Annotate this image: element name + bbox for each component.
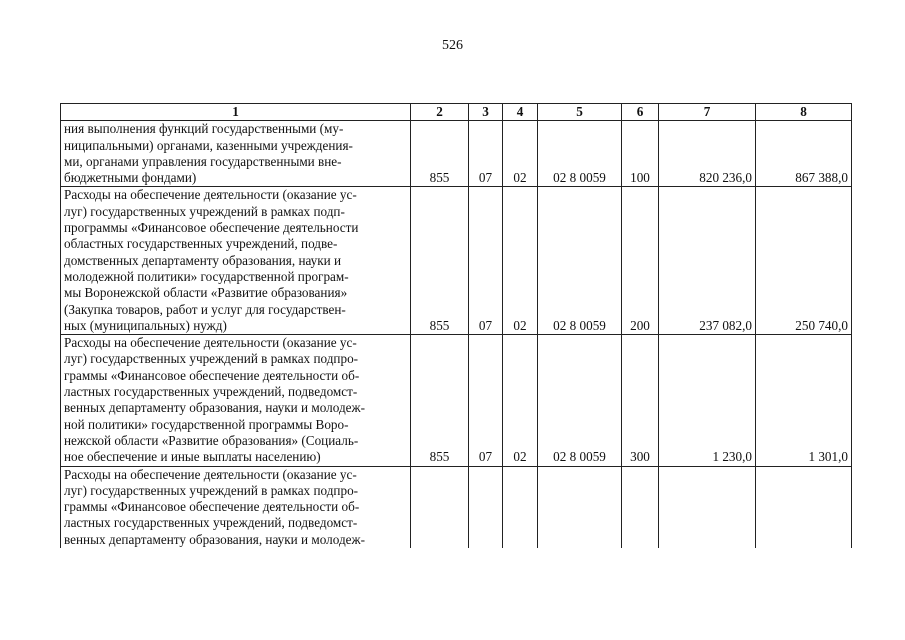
ministry-code: 855 — [411, 335, 469, 466]
target-article-code — [538, 466, 622, 548]
section-code: 07 — [469, 335, 503, 466]
description-line: ластных государственных учреждений, подведомст- — [64, 515, 358, 531]
row-description — [61, 335, 411, 466]
description-line: ное обеспечение и иные выплаты населению) — [64, 449, 321, 465]
row-description — [61, 121, 411, 187]
amount-col8: 250 740,0 — [756, 187, 852, 335]
description-line: Расходы на обеспечение деятельности (оказание ус- — [64, 187, 357, 203]
description-line: ных (муниципальных) нужд) — [64, 317, 227, 333]
header-cell: 8 — [756, 104, 852, 121]
amount-col8: 1 301,0 — [756, 335, 852, 466]
target-article-code: 02 8 0059 — [538, 121, 622, 187]
header-cell: 7 — [659, 104, 756, 121]
amount-col8 — [756, 466, 852, 548]
description-line: луг) государственных учреждений в рамках подпро- — [64, 351, 359, 367]
amount-col8: 867 388,0 — [756, 121, 852, 187]
description-line: программы «Финансовое обеспечение деятельности — [64, 220, 359, 236]
description-line: ластных государственных учреждений, подведомст- — [64, 384, 358, 400]
ministry-code: 855 — [411, 121, 469, 187]
section-code: 07 — [469, 121, 503, 187]
row-description — [61, 187, 411, 335]
description-line: граммы «Финансовое обеспечение деятельности об- — [64, 499, 360, 515]
amount-col7: 1 230,0 — [659, 335, 756, 466]
description-line: ния выполнения функций государственными (му- — [64, 121, 344, 137]
expense-type-code: 300 — [622, 335, 659, 466]
description-line: мы Воронежской области «Развитие образования» — [64, 285, 348, 301]
description-line: домственных департаменту образования, науки и — [64, 252, 342, 268]
description-line: бюджетными фондами) — [64, 170, 197, 186]
description-line: луг) государственных учреждений в рамках подп- — [64, 203, 345, 219]
description-line: Расходы на обеспечение деятельности (оказание ус- — [64, 466, 357, 482]
ministry-code: 855 — [411, 187, 469, 335]
row-description — [61, 466, 411, 548]
table-row — [61, 121, 852, 187]
header-cell: 4 — [503, 104, 538, 121]
table-row — [61, 466, 852, 548]
expense-type-code — [622, 466, 659, 548]
table-row — [61, 335, 852, 466]
description-line: венных департаменту образования, науки и молодеж- — [64, 531, 366, 547]
header-cell: 1 — [61, 104, 411, 121]
section-code — [469, 466, 503, 548]
header-cell: 6 — [622, 104, 659, 121]
header-cell: 2 — [411, 104, 469, 121]
subsection-code: 02 — [503, 121, 538, 187]
target-article-code: 02 8 0059 — [538, 335, 622, 466]
description-line: ной политики» государственной программы Воро- — [64, 416, 349, 432]
description-line: нежской области «Развитие образования» (Социаль- — [64, 432, 359, 448]
description-line: областных государственных учреждений, подве- — [64, 236, 338, 252]
description-line: луг) государственных учреждений в рамках подпро- — [64, 482, 359, 498]
subsection-code: 02 — [503, 187, 538, 335]
description-line: граммы «Финансовое обеспечение деятельности об- — [64, 367, 360, 383]
description-line: ми, органами управления государственными вне- — [64, 153, 342, 169]
expense-type-code: 200 — [622, 187, 659, 335]
amount-col7: 820 236,0 — [659, 121, 756, 187]
description-line: (Закупка товаров, работ и услуг для государствен- — [64, 301, 346, 317]
header-cell: 3 — [469, 104, 503, 121]
page-number: 526 — [442, 38, 463, 53]
table-row — [61, 187, 852, 335]
section-code: 07 — [469, 187, 503, 335]
expense-type-code: 100 — [622, 121, 659, 187]
budget-table — [60, 103, 852, 548]
description-line: Расходы на обеспечение деятельности (оказание ус- — [64, 335, 357, 351]
description-line: венных департаменту образования, науки и молодеж- — [64, 400, 366, 416]
amount-col7: 237 082,0 — [659, 187, 756, 335]
description-line: ниципальными) органами, казенными учреждения- — [64, 137, 353, 153]
table-header-row — [61, 104, 852, 121]
header-cell: 5 — [538, 104, 622, 121]
subsection-code: 02 — [503, 335, 538, 466]
description-line: молодежной политики» государственной програм- — [64, 268, 349, 284]
subsection-code — [503, 466, 538, 548]
amount-col7 — [659, 466, 756, 548]
target-article-code: 02 8 0059 — [538, 187, 622, 335]
ministry-code — [411, 466, 469, 548]
